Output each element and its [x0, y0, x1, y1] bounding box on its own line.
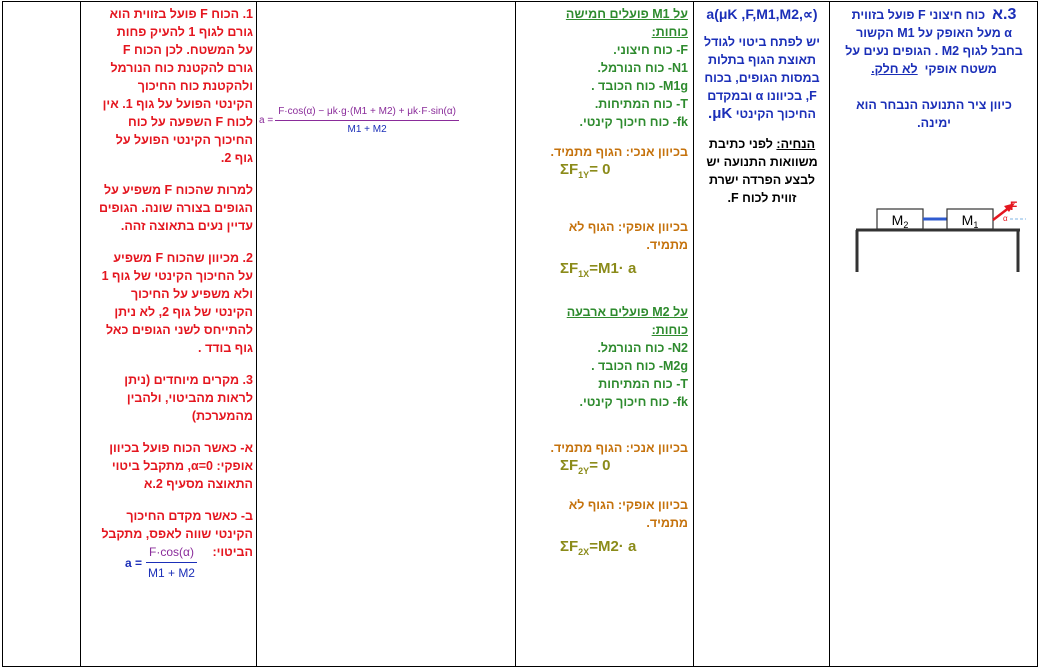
- task-line: במסות הגופים, בכוח: [704, 71, 820, 85]
- mu-k-symbol: μK.: [708, 105, 733, 122]
- explanation-line: להתייחס לשני הגופים כאל: [106, 323, 253, 337]
- explanation-line: הקינטי שווה לאפס, מתקבל: [101, 527, 253, 541]
- m2-forces-title: על M2 פועלים ארבעה: [566, 305, 688, 319]
- note-line: משוואות התנועה יש: [706, 155, 818, 169]
- explanation-line: התאוצה מסעיף 2.א: [143, 477, 253, 491]
- formula-numerator: F·cos(α) − μk·g·(M1 + M2) + μk·F·sin(α): [275, 106, 459, 121]
- explanation-line: מהמערכת): [191, 409, 253, 423]
- angle-label: α: [1003, 214, 1008, 223]
- formula-numerator: F·cos(α): [146, 545, 197, 563]
- explanation-line: ולא משפיע על החיכוך: [130, 287, 253, 301]
- formula-a-label: a =: [125, 555, 143, 570]
- question-number: 3.א: [992, 6, 1017, 23]
- explanation-line: על החיכוך הקינטי של גוף 1: [101, 269, 253, 283]
- force-item: T- כוח המתיחות.: [594, 97, 688, 111]
- explanation-line: לראות מהביטוי, ולהבין: [126, 391, 253, 405]
- explanation-line: ולהקטנת כוח החיכוך: [137, 79, 253, 93]
- formula-a-label: a =: [259, 115, 274, 126]
- explanation-line: גוף בודד .: [198, 341, 253, 355]
- horizontal-direction-label: מתמיד.: [646, 238, 688, 252]
- horizontal-direction-label: בכיוון אופקי: הגוף לא: [568, 220, 688, 234]
- force-item: M2g- כוח הכובד .: [591, 359, 688, 373]
- force-item: F- כוח חיצוני.: [613, 43, 688, 57]
- forces-cell: [520, 5, 688, 561]
- vertical-direction-label: בכיוון אנכי: הגוף מתמיד.: [550, 145, 688, 159]
- acceleration-function-header: a(μK ,F,M1,M2,∝): [706, 6, 818, 22]
- explanation-line: למרות שהכוח F משפיע על: [104, 183, 253, 197]
- explanation-line: 3. מקרים מיוחדים (ניתן: [124, 373, 253, 387]
- sum-fx1-equation: $\Sigma F_{1X}=M1\cdot a$: [560, 260, 637, 279]
- explanations-cell: [85, 5, 253, 561]
- note-label: הנחיה:: [776, 137, 816, 151]
- explanation-line: לכוח F השפעה על כוח: [127, 115, 253, 129]
- task-line: החיכוך הקינטי: [735, 107, 816, 121]
- column-empty: [2, 1, 81, 667]
- horizontal-direction-label: מתמיד.: [646, 516, 688, 530]
- special-case-formula: [125, 545, 225, 580]
- vertical-direction-label: בכיוון אנכי: הגוף מתמיד.: [550, 441, 688, 455]
- explanation-line: אופקי: α=0, מתקבל ביטוי: [111, 459, 253, 473]
- formula-denominator: M1 + M2: [347, 124, 387, 135]
- acceleration-formula: [259, 106, 514, 135]
- formula-denominator: M1 + M2: [147, 566, 195, 580]
- explanation-line: 2. מכיוון שהכוח F משפיע: [113, 251, 253, 265]
- task-cell: [698, 5, 826, 207]
- m1-forces-title: כוחות:: [651, 25, 688, 39]
- explanation-line: החיכוך הקינטי הפועל על: [115, 133, 253, 147]
- explanation-line: הקינטי הפועל על גוף 1. אין: [102, 97, 253, 111]
- explanation-line: ב- כאשר מקדם החיכוך: [126, 509, 253, 523]
- blocks-diagram: [850, 192, 1030, 272]
- direction-line: ימינה.: [917, 116, 951, 130]
- m1-forces-title: על M1 פועלים חמישה: [565, 7, 688, 21]
- force-item: N2- כוח הנורמל.: [597, 341, 688, 355]
- question-line: בחבל לגוף M2 . הגופים נעים על: [845, 44, 1023, 58]
- force-item: N1- כוח הנורמל.: [597, 61, 688, 75]
- explanation-line: על המשטח. לכן הכוח F: [122, 43, 253, 57]
- task-line: יש לפתח ביטוי לגודל: [703, 35, 821, 49]
- force-item: M1g- כוח הכובד .: [591, 79, 688, 93]
- direction-line: כיוון ציר התנועה הנבחר הוא: [856, 98, 1012, 112]
- force-item: fk- כוח חיכוך קינטי.: [579, 115, 688, 129]
- explanation-line: 1. הכוח F פועל בזווית הוא: [109, 7, 253, 21]
- horizontal-direction-label: בכיוון אופקי: הגוף לא: [568, 498, 688, 512]
- question-text: [836, 6, 1032, 132]
- force-label: F: [1010, 199, 1018, 213]
- question-line: α מעל האופק על M1 הקשור: [856, 26, 1012, 40]
- explanation-line: עדיין נעים בתאוצה זהה.: [120, 219, 253, 233]
- explanation-line: הביטוי:: [212, 545, 253, 559]
- mass-m1-label: $M_1$: [961, 212, 979, 230]
- explanation-line: הקינטי של גוף 2, לא ניתן: [114, 305, 253, 319]
- explanation-line: גורם לגוף 1 להעיק פחות: [116, 25, 253, 39]
- task-line: F, בכיוונו α ובמקדם: [707, 89, 817, 103]
- sum-fy1-equation: $\Sigma F_{1Y}= 0$: [560, 161, 611, 180]
- explanation-line: א- כאשר הכוח פועל בכיוון: [109, 441, 253, 455]
- m2-forces-title: כוחות:: [651, 323, 688, 337]
- force-item: fk- כוח חיכוך קינטי.: [579, 395, 688, 409]
- surface-not-smooth: לא חלק.: [871, 62, 918, 76]
- note-line: לפני כתיבת: [708, 137, 777, 151]
- sum-fy2-equation: $\Sigma F_{2Y}= 0$: [560, 457, 611, 476]
- force-item: T- כוח המתיחות: [598, 377, 688, 391]
- question-line: כוח חיצוני F פועל בזווית: [851, 8, 986, 22]
- explanation-line: הגופים בצורה שונה. הגופים: [99, 201, 253, 215]
- sum-fx2-equation: $\Sigma F_{2X}=M2\cdot a$: [560, 538, 637, 557]
- explanation-line: גוף 2.: [220, 151, 253, 165]
- task-line: תאוצת הגוף בתלות: [707, 53, 817, 67]
- explanation-line: גורם להקטנת כוח הנורמל: [110, 61, 253, 75]
- question-line: משטח אופקי: [921, 62, 997, 76]
- column-acceleration-formula: [257, 1, 516, 667]
- mass-m2-label: $M_2$: [891, 212, 909, 230]
- note-line: לבצע הפרדה ישרת: [709, 173, 815, 187]
- note-line: זווית לכוח F.: [727, 191, 797, 205]
